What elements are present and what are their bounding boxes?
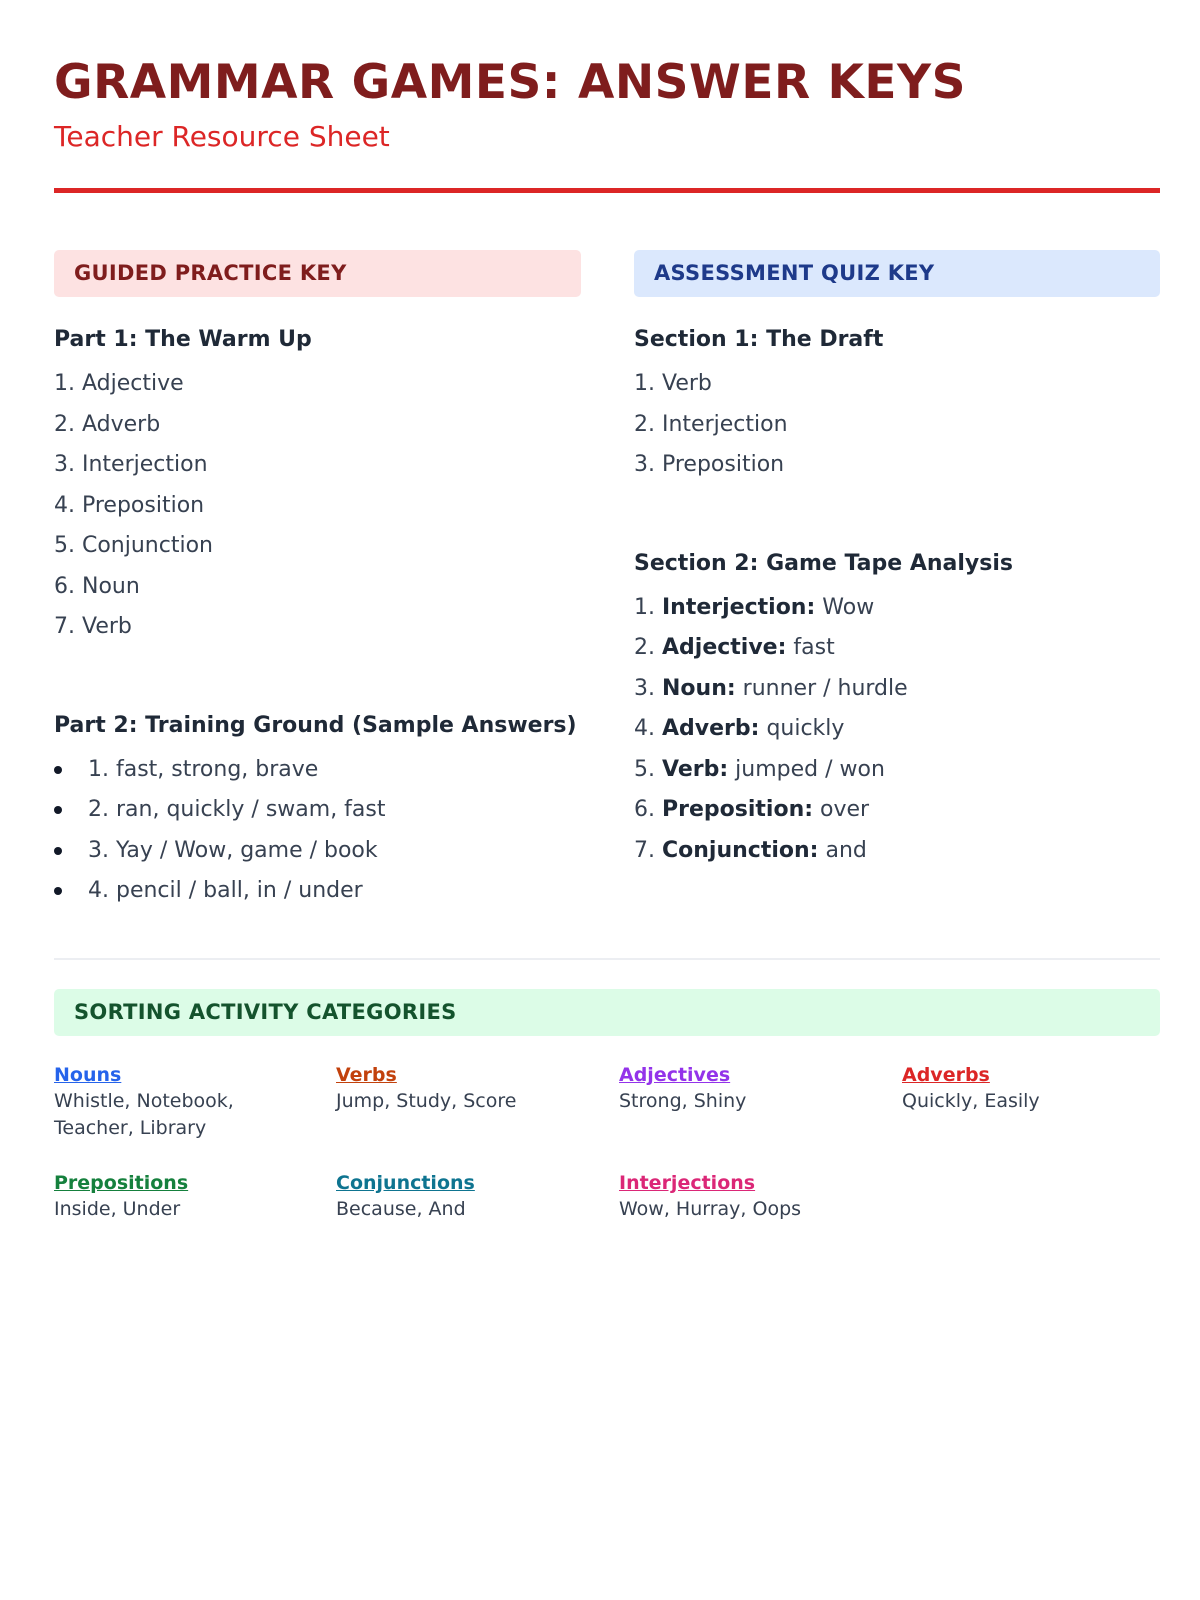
category-words: Wow, Hurray, Oops <box>619 1198 802 1220</box>
list-item: 4. pencil / ball, in / under <box>54 873 581 914</box>
list-item: 3. Yay / Wow, game / book <box>54 833 581 874</box>
section1-title: Section 1: The Draft <box>634 327 884 352</box>
category-words: Because, And <box>336 1198 466 1220</box>
list-item: 4. Preposition <box>54 492 205 518</box>
list-item: 1. Verb <box>634 371 712 396</box>
part2-title: Part 2: Training Ground (Sample Answers) <box>54 712 577 738</box>
category-words: Jump, Study, Score <box>336 1090 517 1112</box>
page-subtitle: Teacher Resource Sheet <box>54 120 390 153</box>
category-words: Whistle, Notebook, Teacher, Library <box>54 1090 234 1139</box>
list-item: 7. Verb <box>54 614 132 639</box>
part1-title: Part 1: The Warm Up <box>54 327 312 352</box>
list-item: 2. Adjective: fast <box>634 635 835 660</box>
category-nouns <box>54 1062 316 1142</box>
category-prepositions <box>54 1170 316 1223</box>
sorting-heading: SORTING ACTIVITY CATEGORIES <box>54 989 1160 1036</box>
assessment-quiz-column <box>634 322 1161 873</box>
list-item: 3. Preposition <box>634 452 785 477</box>
category-label[interactable]: Adverbs <box>902 1064 990 1086</box>
list-item: 1. Adjective <box>54 371 184 396</box>
list-item: 6. Preposition: over <box>634 797 870 822</box>
category-label[interactable]: Conjunctions <box>336 1172 475 1194</box>
category-words: Quickly, Easily <box>902 1090 1040 1112</box>
list-item: 3. Interjection <box>54 452 208 477</box>
category-adjectives <box>619 1062 881 1115</box>
page-title: GRAMMAR GAMES: ANSWER KEYS <box>54 55 966 110</box>
category-verbs <box>336 1062 598 1115</box>
category-label[interactable]: Interjections <box>619 1172 756 1194</box>
list-item: 3. Noun: runner / hurdle <box>634 675 908 701</box>
title-rule <box>54 188 1160 193</box>
list-item: 2. Interjection <box>634 411 788 437</box>
list-item: 2. ran, quickly / swam, fast <box>54 792 581 833</box>
section2-list <box>634 590 1161 874</box>
guided-practice-column <box>54 322 581 914</box>
category-conjunctions <box>336 1170 598 1223</box>
category-label[interactable]: Prepositions <box>54 1172 189 1194</box>
list-item: 5. Conjunction <box>54 533 213 558</box>
category-label[interactable]: Nouns <box>54 1064 122 1086</box>
list-item: 1. Interjection: Wow <box>634 594 875 620</box>
part1-list <box>54 366 581 650</box>
category-label[interactable]: Verbs <box>336 1064 397 1086</box>
section1-list <box>634 366 1161 488</box>
section2-title: Section 2: Game Tape Analysis <box>634 550 1013 576</box>
list-item: 5. Verb: jumped / won <box>634 756 885 782</box>
list-item: 1. fast, strong, brave <box>54 752 581 793</box>
category-interjections <box>619 1170 881 1223</box>
list-item: 7. Conjunction: and <box>634 837 867 863</box>
section-divider <box>54 958 1160 960</box>
list-item: 4. Adverb: quickly <box>634 716 845 741</box>
category-label[interactable]: Adjectives <box>619 1064 731 1086</box>
category-words: Strong, Shiny <box>619 1090 747 1112</box>
assessment-quiz-heading: ASSESSMENT QUIZ KEY <box>634 250 1160 297</box>
guided-practice-heading: GUIDED PRACTICE KEY <box>54 250 581 297</box>
part2-list <box>54 752 581 914</box>
category-adverbs <box>902 1062 1164 1115</box>
list-item: 6. Noun <box>54 573 140 599</box>
category-words: Inside, Under <box>54 1198 181 1220</box>
list-item: 2. Adverb <box>54 411 161 437</box>
